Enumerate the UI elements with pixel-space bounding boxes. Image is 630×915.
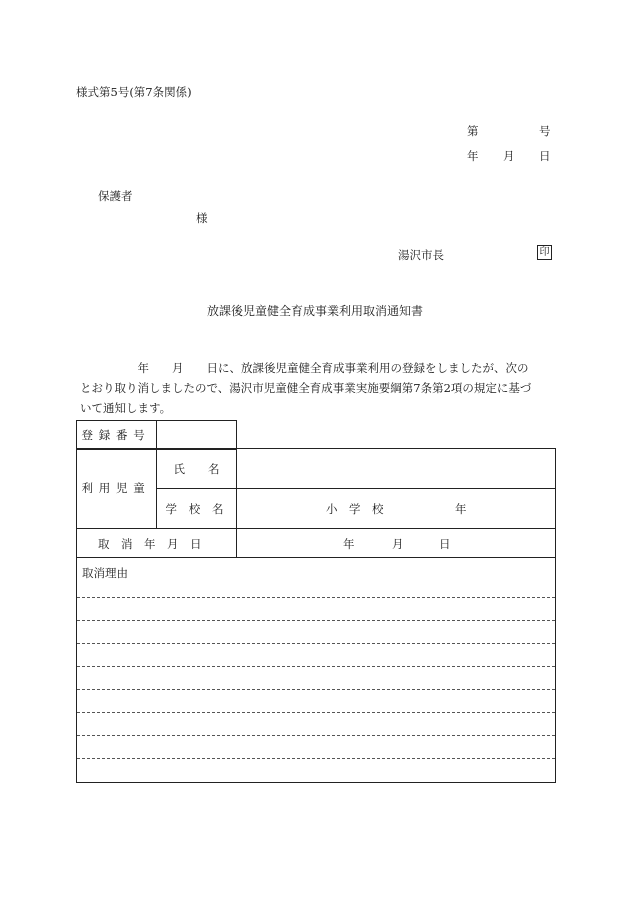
reason-line (77, 643, 555, 644)
school-value-grade: 年 (455, 502, 467, 516)
guardian-label: 保護者 (98, 189, 133, 203)
cancel-date-label: 取 消 年 月 日 (98, 537, 202, 551)
notice-body-line-2: とおり取り消しましたので、湯沢市児童健全育成事業実施要綱第7条第2項の規定に基づ (80, 381, 532, 395)
reason-line (77, 735, 555, 736)
issuer-name: 湯沢市長 (398, 248, 444, 262)
child-label: 利用児童 (81, 481, 151, 495)
issue-date-month: 月 (503, 149, 515, 163)
reason-label: 取消理由 (82, 566, 128, 580)
child-date-divider (76, 528, 556, 529)
cancel-date-month: 月 (392, 537, 404, 551)
doc-number-prefix: 第 (467, 124, 479, 138)
reason-line (77, 689, 555, 690)
cancel-date-year: 年 (343, 537, 355, 551)
reason-line (77, 597, 555, 598)
reg-no-value (157, 421, 235, 449)
form-code: 様式第5号(第7条関係) (76, 85, 192, 99)
school-label: 学 校 名 (165, 501, 228, 516)
issue-date-year: 年 (467, 149, 479, 163)
reason-line (77, 712, 555, 713)
date-reason-divider (76, 557, 556, 558)
notice-body-line-3: いて通知します。 (80, 401, 172, 415)
issue-date-day: 日 (539, 149, 551, 163)
notice-body (80, 358, 556, 418)
reason-line (77, 620, 555, 621)
name-label: 氏 名 (173, 461, 220, 476)
doc-number-suffix: 号 (539, 124, 551, 138)
document-title: 放課後児童健全育成事業利用取消通知書 (206, 304, 423, 318)
reason-line (77, 666, 555, 667)
cancel-date-day: 日 (439, 537, 451, 551)
notice-body-line-1: 年 月 日に、放課後児童健全育成事業利用の登録をしましたが、次の (80, 361, 529, 375)
reason-line (77, 758, 555, 759)
honorific: 様 (196, 211, 208, 225)
seal-mark: 印 (537, 245, 552, 260)
school-value-school: 小 学 校 (326, 502, 384, 516)
reg-no-label: 登録番号 (81, 428, 151, 442)
name-value (237, 449, 555, 488)
